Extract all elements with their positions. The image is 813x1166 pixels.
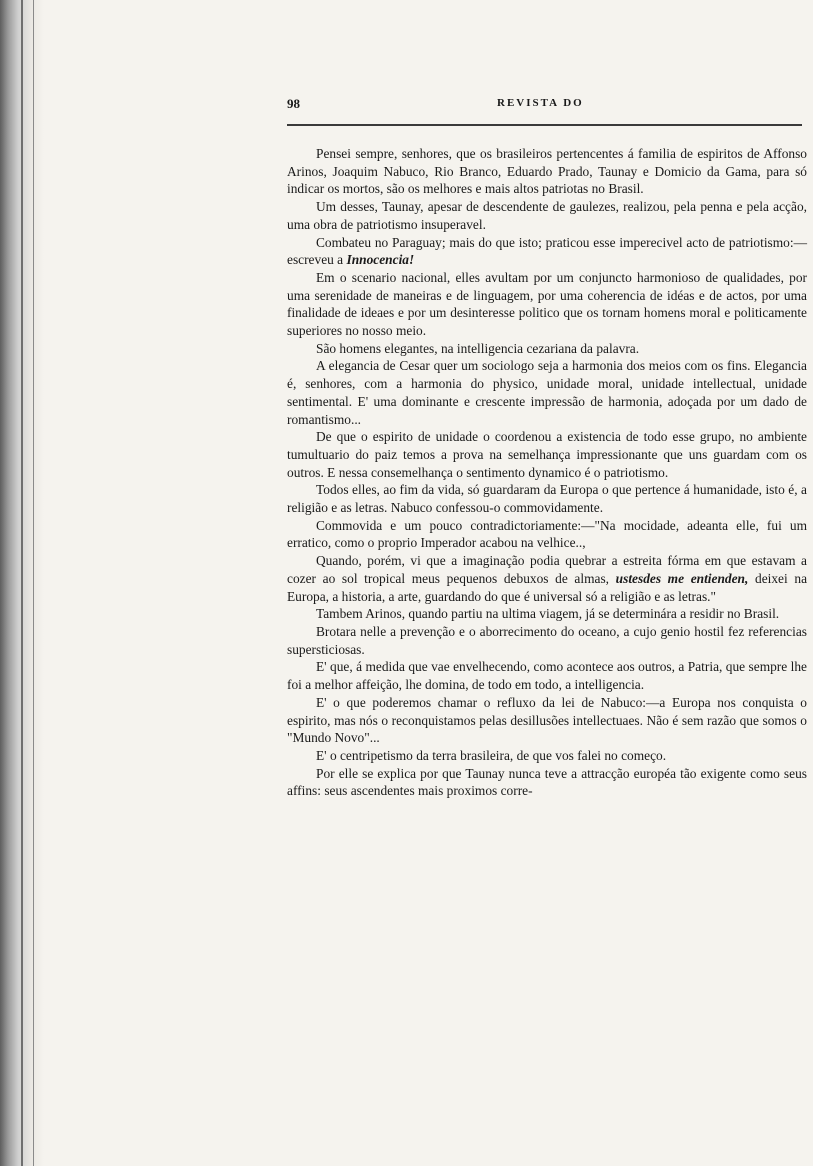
paragraph: Commovida e um pouco contradictoriamente:—"Na mocidade, adeanta elle, fui um erratico, como o proprio Imperador acabou na velhice.., bbox=[287, 517, 807, 551]
paragraph-text: Quando, porém, vi que a imaginação podia quebrar a estreita fórma em que estavam a cozer ao sol tropical meus pequenos debuxos de almas, bbox=[287, 553, 807, 586]
paragraph-text: Combateu no Paraguay; mais do que isto; praticou esse imperecivel acto de patriotismo:—escreveu a bbox=[287, 234, 807, 268]
paragraph: Em o scenario nacional, elles avultam por um conjuncto harmonioso de qualidades, por uma serenidade de maneiras e de linguagem, por uma coherencia de idéas e de actos, por uma finalidade de ideaes e por um desinteresse politico que os tornam homens moral e politicamente superiores no nosso meio. bbox=[287, 269, 807, 339]
paragraph: São homens elegantes, na intelligencia cezariana da palavra. bbox=[316, 340, 640, 356]
paragraph: Tambem Arinos, quando partiu na ultima viagem, já se determinára a residir no Brasil. bbox=[316, 606, 780, 622]
running-head bbox=[287, 96, 807, 114]
page-number: 98 bbox=[287, 96, 300, 111]
paragraph: E' o centripetismo da terra brasileira, de que vos falei no começo. bbox=[316, 747, 667, 763]
paragraph: Brotara nelle a prevenção e o aborrecimento do oceano, a cujo genio hostil fez referencias supersticiosas. bbox=[287, 623, 807, 657]
paragraph: E' o que poderemos chamar o refluxo da lei de Nabuco:—a Europa nos conquista o espirito, mas nós o reconquistamos pelas desillusões intellectuaes. Não é sem razão que somos o "Mundo Novo"... bbox=[287, 694, 807, 746]
binding-line bbox=[33, 0, 34, 1166]
paragraph: Um desses, Taunay, apesar de descendente de gaulezes, realizou, pela penna e pela acção, uma obra de patriotismo insuperavel. bbox=[287, 199, 807, 232]
paragraph: A elegancia de Cesar quer um sociologo seja a harmonia dos meios com os fins. Elegancia é, senhores, com a harmonia do physico, unidade moral, unidade intellectual, unidade sentimental. E' uma dominante e crescente impressão de harmonia, adoçada por um dado de romantismo... bbox=[287, 358, 807, 427]
book-title-innocencia: Innocencia! bbox=[346, 252, 415, 268]
paragraph bbox=[287, 234, 807, 269]
paragraph: Por elle se explica por que Taunay nunca teve a attracção européa tão exigente como seus affins: seus ascendentes mais proximos corre- bbox=[287, 765, 807, 799]
book-page bbox=[287, 96, 807, 800]
paragraph bbox=[287, 552, 807, 605]
journal-title: REVISTA DO bbox=[497, 97, 584, 109]
paragraph: Pensei sempre, senhores, que os brasileiros pertencentes á familia de espiritos de Affonso Arinos, Joaquim Nabuco, Rio Branco, Eduardo Prado, Taunay e Domicio da Gama, para só indicar os mortos, são os melhores e mais altos patriotas no Brasil. bbox=[287, 146, 807, 197]
paragraph: De que o espirito de unidade o coordenou a existencia de todo esse grupo, no ambiente tumultuario do paiz temos a prova na semelhança impressionante que uns guardam com os outros. E nessa consemelhança o sentimento dynamico é o patriotismo. bbox=[287, 429, 807, 480]
quote-ustesdes: ustesdes me entienden, bbox=[615, 570, 749, 586]
paragraph: E' que, á medida que vae envelhecendo, como acontece aos outros, a Patria, que sempre lhe foi a melhor affeição, lhe domina, de todo em todo, a intelligencia. bbox=[287, 659, 807, 693]
binding-line bbox=[21, 0, 23, 1166]
header-rule bbox=[287, 124, 802, 126]
body-text bbox=[287, 145, 807, 800]
paragraph: Todos elles, ao fim da vida, só guardaram da Europa o que pertence á humanidade, isto é, a religião e as letras. Nabuco confessou-o commovidamente. bbox=[287, 482, 807, 516]
paragraph-text: deixei na Europa, a historia, a arte, guardando do que é universal só a religião e as letras." bbox=[287, 570, 808, 604]
